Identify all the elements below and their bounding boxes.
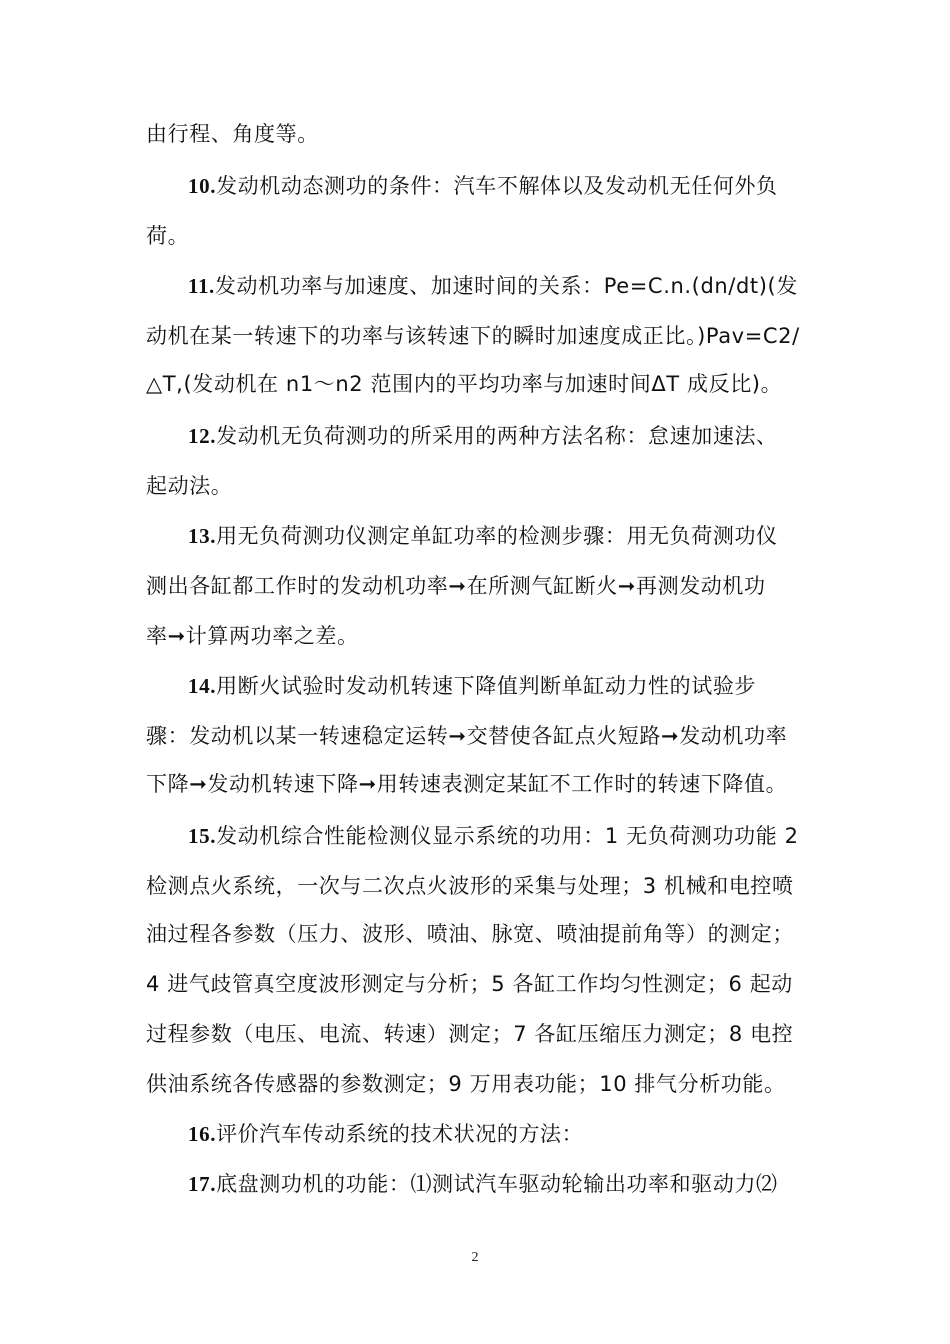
- item-number: 12.: [188, 424, 217, 448]
- item-15-line-6: 供油系统各传感器的参数测定；9 万用表功能；10 排气分析功能。: [146, 1072, 786, 1096]
- item-15-line-3: 油过程各参数（压力、波形、喷油、脉宽、喷油提前角等）的测定；: [146, 922, 794, 946]
- item-15-line-2: 检测点火系统，一次与二次点火波形的采集与处理；3 机械和电控喷: [146, 874, 794, 898]
- item-13-line-3: 率➞计算两功率之差。: [146, 624, 359, 648]
- item-14-line-1: 14.用断火试验时发动机转速下降值判断单缸动力性的试验步: [188, 674, 757, 698]
- item-16-line-1: 16.评价汽车传动系统的技术状况的方法：: [188, 1122, 584, 1146]
- item-number: 13.: [188, 524, 217, 548]
- item-10-line-2: 荷。: [146, 224, 190, 248]
- item-12-line-1: 12.发动机无负荷测功的所采用的两种方法名称：怠速加速法、: [188, 424, 778, 448]
- item-14-line-3: 下降➞发动机转速下降➞用转速表测定某缸不工作时的转速下降值。: [146, 772, 788, 796]
- item-14-line-2: 骤：发动机以某一转速稳定运转➞交替使各缸点火短路➞发动机功率: [146, 724, 788, 748]
- page-number: 2: [471, 1250, 479, 1265]
- item-11-line-3: △T,(发动机在 n1～n2 范围内的平均功率与加速时间ΔT 成反比)。: [146, 372, 783, 396]
- item-number: 14.: [188, 674, 217, 698]
- item-number: 10.: [188, 174, 217, 198]
- item-11-line-2: 动机在某一转速下的功率与该转速下的瞬时加速度成正比。)Pav=C2/: [146, 324, 800, 348]
- item-number: 11.: [188, 274, 215, 298]
- item-15-line-5: 过程参数（电压、电流、转速）测定；7 各缸压缩压力测定；8 电控: [146, 1022, 794, 1046]
- text-line: 由行程、角度等。: [146, 122, 319, 146]
- item-13-line-1: 13.用无负荷测功仪测定单缸功率的检测步骤：用无负荷测功仪: [188, 524, 778, 548]
- item-17-line-1: 17.底盘测功机的功能：⑴测试汽车驱动轮输出功率和驱动力⑵: [188, 1172, 778, 1196]
- item-12-line-2: 起动法。: [146, 474, 233, 498]
- item-11-line-1: 11.发动机功率与加速度、加速时间的关系：Pe=C.n.(dn/dt)(发: [188, 274, 798, 298]
- item-10-line-1: 10.发动机动态测功的条件：汽车不解体以及发动机无任何外负: [188, 174, 778, 198]
- item-13-line-2: 测出各缸都工作时的发动机功率➞在所测气缸断火➞再测发动机功: [146, 574, 766, 598]
- item-number: 16.: [188, 1122, 217, 1146]
- item-number: 17.: [188, 1172, 217, 1196]
- item-15-line-1: 15.发动机综合性能检测仪显示系统的功用：1 无负荷测功功能 2: [188, 824, 799, 848]
- item-number: 15.: [188, 824, 217, 848]
- item-15-line-4: 4 进气歧管真空度波形测定与分析；5 各缸工作均匀性测定；6 起动: [146, 972, 793, 996]
